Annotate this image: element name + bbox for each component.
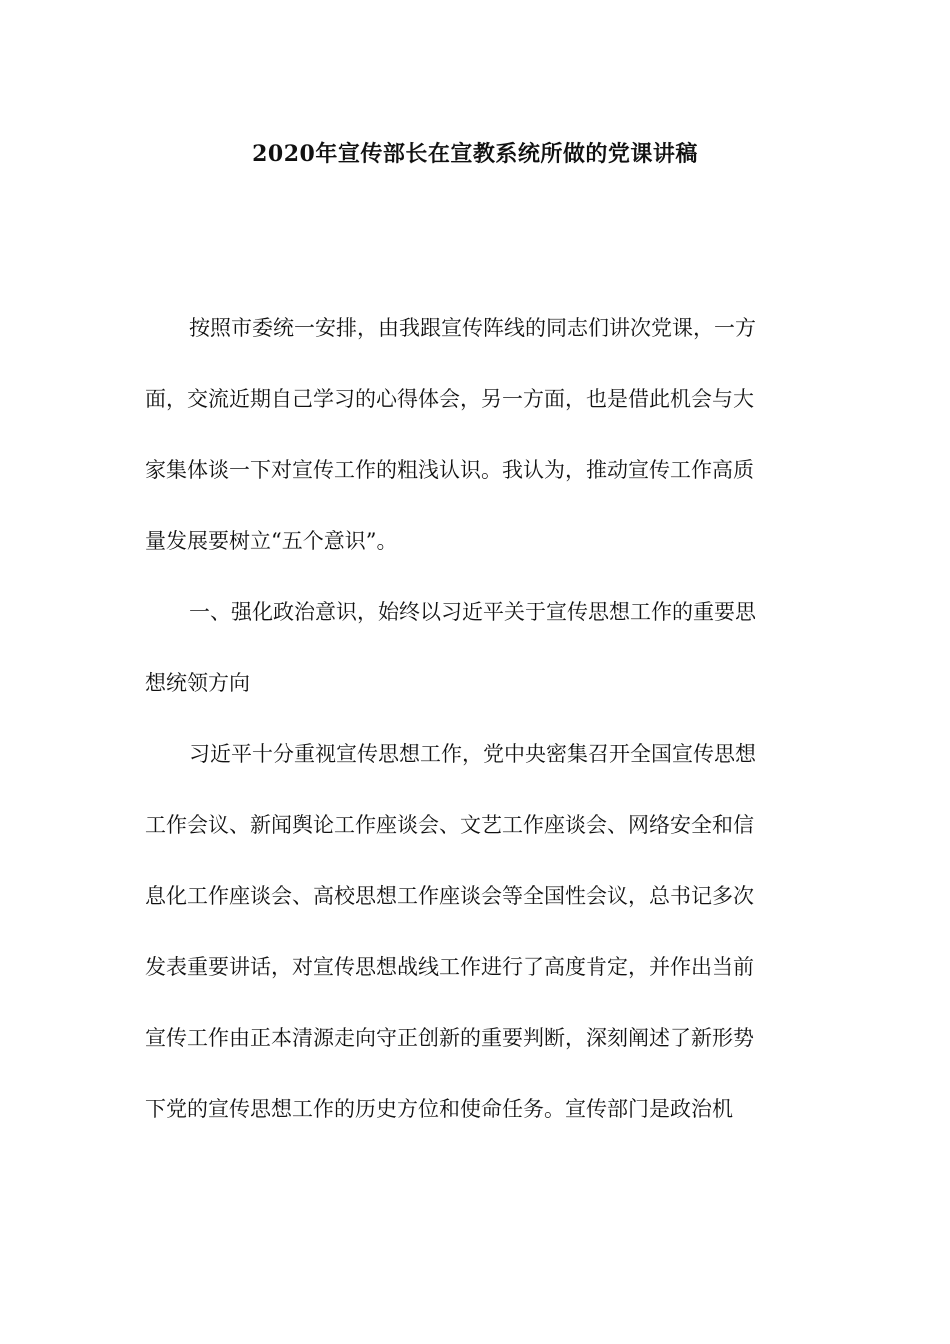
- paragraph-1-line-1: 按照市委统一安排，由我跟宣传阵线的同志们讲次党课，一方: [189, 316, 756, 340]
- paragraph-2-line-2: 工作会议、新闻舆论工作座谈会、文艺工作座谈会、网络安全和信: [145, 813, 754, 837]
- paragraph-1-line-2: 面，交流近期自己学习的心得体会，另一方面，也是借此机会与大: [145, 387, 754, 411]
- document-title: 2020年宣传部长在宣教系统所做的党课讲稿: [252, 141, 698, 167]
- section-heading-line-2: 想统领方向: [145, 671, 250, 695]
- paragraph-1-line-3: 家集体谈一下对宣传工作的粗浅认识。我认为，推动宣传工作高质: [145, 458, 754, 482]
- paragraph-2-line-5: 宣传工作由正本清源走向守正创新的重要判断，深刻阐述了新形势: [145, 1026, 754, 1050]
- paragraph-2-line-4: 发表重要讲话，对宣传思想战线工作进行了高度肯定，并作出当前: [145, 955, 754, 979]
- section-heading-line-1: 一、强化政治意识，始终以习近平关于宣传思想工作的重要思: [189, 600, 756, 624]
- paragraph-2-line-3: 息化工作座谈会、高校思想工作座谈会等全国性会议，总书记多次: [145, 884, 754, 908]
- paragraph-1-line-4: 量发展要树立“五个意识”。: [145, 529, 398, 553]
- paragraph-2-line-6: 下党的宣传思想工作的历史方位和使命任务。宣传部门是政治机: [145, 1097, 733, 1121]
- paragraph-2-line-1: 习近平十分重视宣传思想工作，党中央密集召开全国宣传思想: [189, 742, 756, 766]
